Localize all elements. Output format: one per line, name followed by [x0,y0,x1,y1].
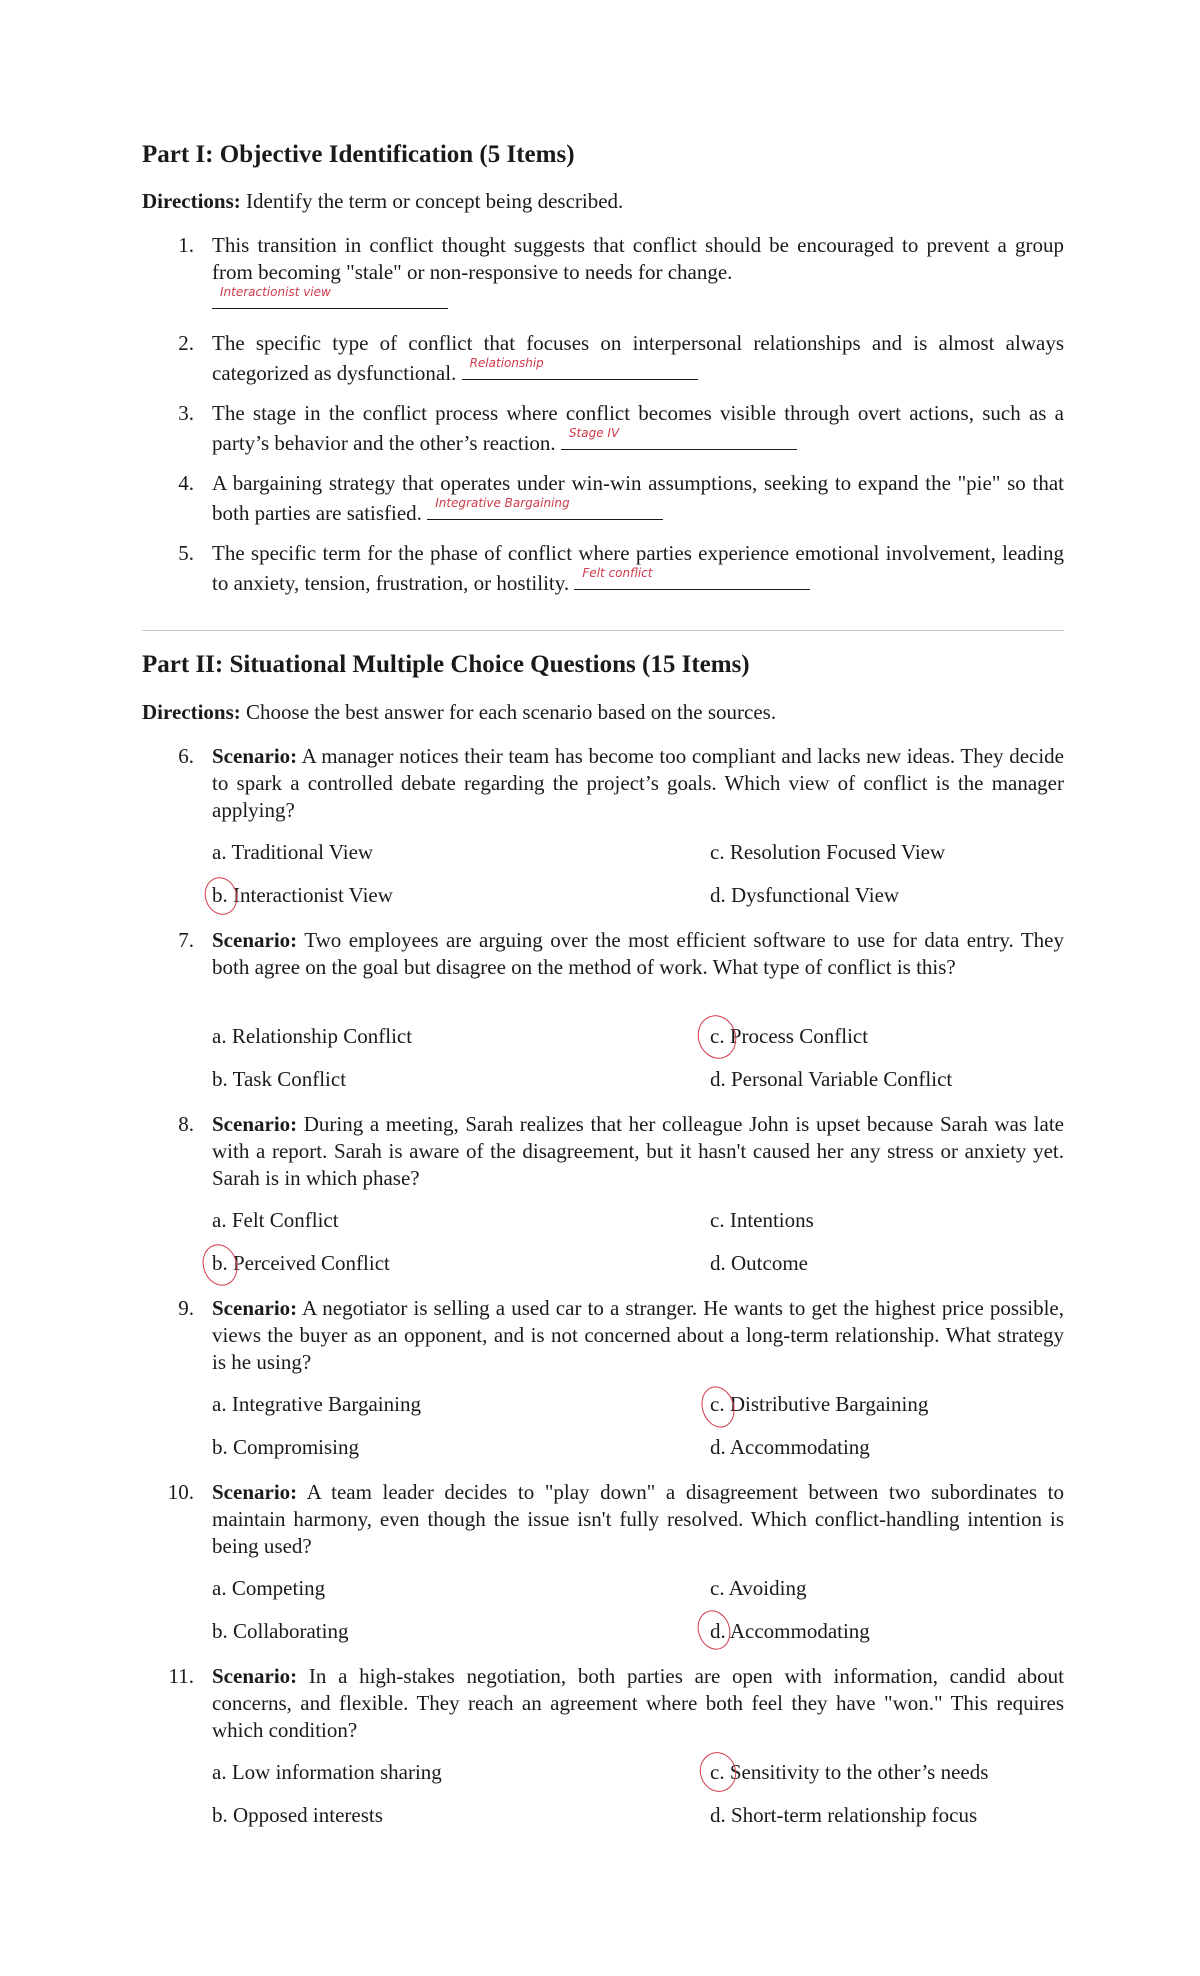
handwritten-answer: Relationship [469,356,544,370]
item-number: 4. [178,471,194,495]
part1-title: Part I: Objective Identification (5 Items) [142,141,575,168]
q9-option-d: d. Accommodating [710,1435,870,1459]
q6-option-a: a. Traditional View [212,840,374,864]
q6-option-d: d. Dysfunctional View [710,883,900,907]
item-number: 2. [178,331,194,355]
scenario-label: Scenario: [212,928,298,952]
q9-option-b: b. Compromising [212,1435,360,1459]
q6-option-c: c. Resolution Focused View [710,840,946,864]
scenario-label: Scenario: [212,744,298,768]
question-number: 10. [167,1480,194,1504]
question-number: 6. [178,744,194,768]
scenario-text: A team leader decides to "play down" a disagreement between two subordinates to maintain harmony, even though the issue isn't fully resolved. Which conflict-handling intention is being used? [212,1480,1064,1558]
part1-directions-text: Identify the term or concept being described. [240,189,624,213]
scenario-text: In a high-stakes negotiation, both parties are open with information, candid about concerns, and flexible. They reach an agreement where both feel they have "won." This requires which condition? [212,1664,1064,1742]
answer-blank [574,567,810,590]
question-number: 9. [178,1296,194,1320]
answer-blank [427,497,663,520]
scenario-text: Two employees are arguing over the most efficient software to use for data entry. They both agree on the goal but disagree on the method of work. What type of conflict is this? [212,928,1064,979]
scenario-text: A negotiator is selling a used car to a stranger. He wants to get the highest price possible, views the buyer as an opponent, and is not concerned about a long-term relationship. What strategy is he using? [212,1296,1064,1374]
q11-option-c: c. Sensitivity to the other’s needs [710,1760,989,1784]
question-6 [142,743,1064,824]
handwritten-answer: Interactionist view [220,285,331,299]
scenario-text: A manager notices their team has become too compliant and lacks new ideas. They decide to spark a controlled debate regarding the project’s goals. Which view of conflict is the manager applying? [212,744,1064,822]
item-text: The specific type of conflict that focuses on interpersonal relationships and is almost always categorized as dysfunctional. [212,331,1064,385]
item-text: The stage in the conflict process where conflict becomes visible through overt actions, such as a party’s behavior and the other’s reaction. [212,401,1064,455]
answer-blank [561,427,797,450]
q9-option-a: a. Integrative Bargaining [212,1392,421,1416]
answer-circle-mark [693,1606,736,1654]
scenario-label: Scenario: [212,1480,298,1504]
scenario-label: Scenario: [212,1112,298,1136]
part2-directions-label: Directions: [142,700,241,724]
answer-blank [462,357,698,380]
part1-item-5 [142,540,1064,597]
section-divider [142,630,1064,631]
part2-directions-text: Choose the best answer for each scenario based on the sources. [240,700,777,724]
answer-circle-mark [197,1240,242,1290]
q8-option-c: c. Intentions [710,1208,814,1232]
question-number: 7. [178,928,194,952]
q10-option-b: b. Collaborating [212,1619,349,1643]
q11-option-a: a. Low information sharing [212,1760,442,1784]
q8-option-b: b. Perceived Conflict [212,1251,390,1275]
item-number: 3. [178,401,194,425]
part2-directions [142,700,776,725]
q11-option-b: b. Opposed interests [212,1803,383,1827]
part1-directions [142,189,623,214]
q10-option-a: a. Competing [212,1576,326,1600]
answer-circle-mark [200,873,242,919]
handwritten-answer: Stage IV [568,426,620,440]
scenario-label: Scenario: [212,1664,298,1688]
scenario-text: During a meeting, Sarah realizes that her colleague John is upset because Sarah was late with a report. Sarah is aware of the disagreement, but it hasn't caused her any stress or anxiety yet. Sarah is in which phase? [212,1112,1064,1190]
q8-option-a: a. Felt Conflict [212,1208,339,1232]
q9-option-c: c. Distributive Bargaining [710,1392,929,1416]
item-text: This transition in conflict thought suggests that conflict should be encouraged to prevent a group from becoming "stale" or non-responsive to needs for change. [212,233,1064,284]
q10-option-d: d. Accommodating [710,1619,870,1643]
answer-circle-mark [696,1382,739,1432]
scenario-label: Scenario: [212,1296,298,1320]
handwritten-answer: Integrative Bargaining [435,496,570,510]
item-number: 5. [178,541,194,565]
handwritten-answer: Felt conflict [582,566,653,580]
answer-circle-mark [692,1010,742,1064]
question-number: 11. [168,1664,194,1688]
question-8 [142,1111,1064,1192]
q11-option-d: d. Short-term relationship focus [710,1803,978,1827]
q7-option-a: a. Relationship Conflict [212,1024,413,1048]
question-9 [142,1295,1064,1376]
q8-option-d: d. Outcome [710,1251,808,1275]
part1-item-4 [142,470,1064,527]
answer-blank [212,286,448,309]
q6-option-b: b. Interactionist View [212,883,393,907]
question-10 [142,1479,1064,1560]
part1-item-3 [142,400,1064,457]
question-7 [142,927,1064,981]
q10-option-c: c. Avoiding [710,1576,807,1600]
item-text: A bargaining strategy that operates under win-win assumptions, seeking to expand the "pie" so that both parties are satisfied. [212,471,1064,525]
item-number: 1. [178,233,194,257]
part2-title: Part II: Situational Multiple Choice Questions (15 Items) [142,651,750,678]
answer-circle-mark [695,1747,742,1796]
part1-item-2 [142,330,1064,387]
question-number: 8. [178,1112,194,1136]
part1-directions-label: Directions: [142,189,241,213]
part1-item-1 [142,232,1064,316]
q7-option-d: d. Personal Variable Conflict [710,1067,953,1091]
q7-option-b: b. Task Conflict [212,1067,347,1091]
question-11 [142,1663,1064,1744]
item-text: The specific term for the phase of conflict where parties experience emotional involvement, leading to anxiety, tension, frustration, or hostility. [212,541,1064,595]
q7-option-c: c. Process Conflict [710,1024,869,1048]
